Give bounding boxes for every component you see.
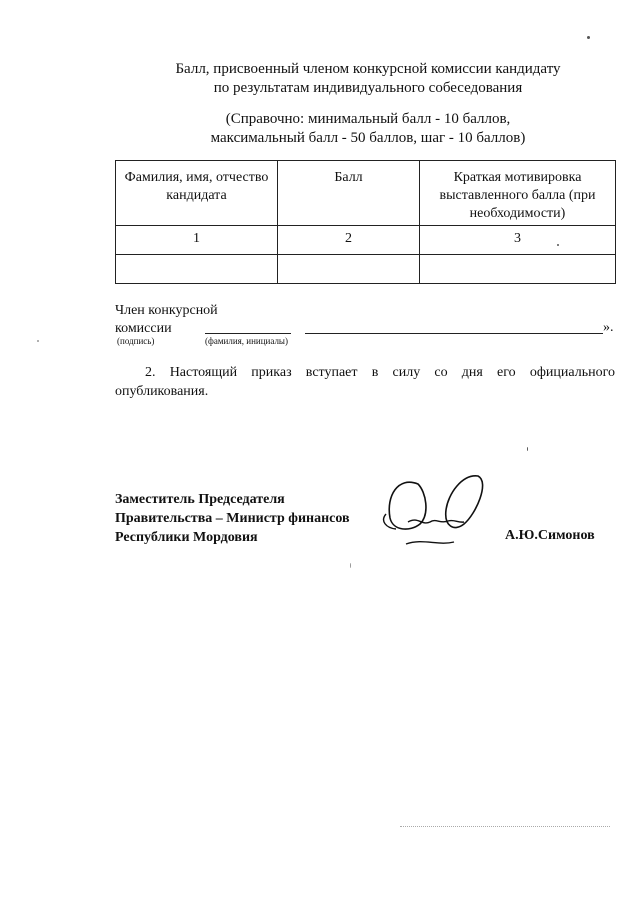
scan-speck (557, 244, 559, 246)
member-label (115, 302, 218, 338)
column-header-motivation-text: Краткая мотивировка выставленного балла (при необходимости) (439, 170, 596, 221)
heading-line-2: по результатам индивидуального собеседования (213, 80, 523, 96)
column-number-2: 2 (278, 226, 420, 255)
handwritten-signature (378, 466, 508, 556)
caption-name: (фамилия, инициалы) (205, 336, 288, 346)
signatory-line-1: Заместитель Председателя (115, 492, 285, 507)
table-row (116, 226, 616, 255)
caption-signature: (подпись) (117, 336, 155, 346)
signature-line (205, 333, 291, 334)
column-number-1: 1 (116, 226, 278, 255)
column-header-name (116, 161, 278, 226)
table-cell-empty (278, 255, 420, 284)
signatory-line-2: Правительства – Министр финансов (115, 511, 350, 526)
table-header-row (116, 161, 616, 226)
paragraph-effective-date: 2. Настоящий приказ вступает в силу со дня его официального опубликования. (115, 365, 615, 399)
column-header-name-text: Фамилия, имя, отчество кандидата (124, 170, 269, 203)
member-label-line-2: комиссии (115, 321, 172, 336)
column-header-motivation (420, 161, 616, 226)
name-line (305, 333, 603, 334)
scan-speck (37, 340, 39, 342)
column-number-3: 3 (420, 226, 616, 255)
scan-speck (350, 563, 351, 568)
document-heading (0, 60, 640, 98)
column-header-score (278, 161, 420, 226)
note-line-2: максимальный балл - 50 баллов, шаг - 10 баллов) (210, 130, 526, 146)
note-line-1: (Справочно: минимальный балл - 10 баллов, (225, 111, 511, 127)
scan-speck (587, 36, 590, 39)
score-table (115, 160, 616, 284)
scan-artifact-line (400, 826, 610, 827)
signatory-line-3: Республики Мордовия (115, 530, 258, 545)
closing-quote: ». (603, 320, 614, 335)
column-header-score-text: Балл (334, 170, 363, 185)
reference-note (0, 110, 640, 148)
heading-line-1: Балл, присвоенный членом конкурсной комиссии кандидату (175, 61, 561, 77)
table-cell-empty (420, 255, 616, 284)
member-label-line-1: Член конкурсной (115, 303, 218, 318)
signatory-title (115, 490, 350, 547)
scan-speck (527, 447, 528, 451)
table-row (116, 255, 616, 284)
table-cell-empty (116, 255, 278, 284)
signatory-name: А.Ю.Симонов (505, 528, 595, 543)
